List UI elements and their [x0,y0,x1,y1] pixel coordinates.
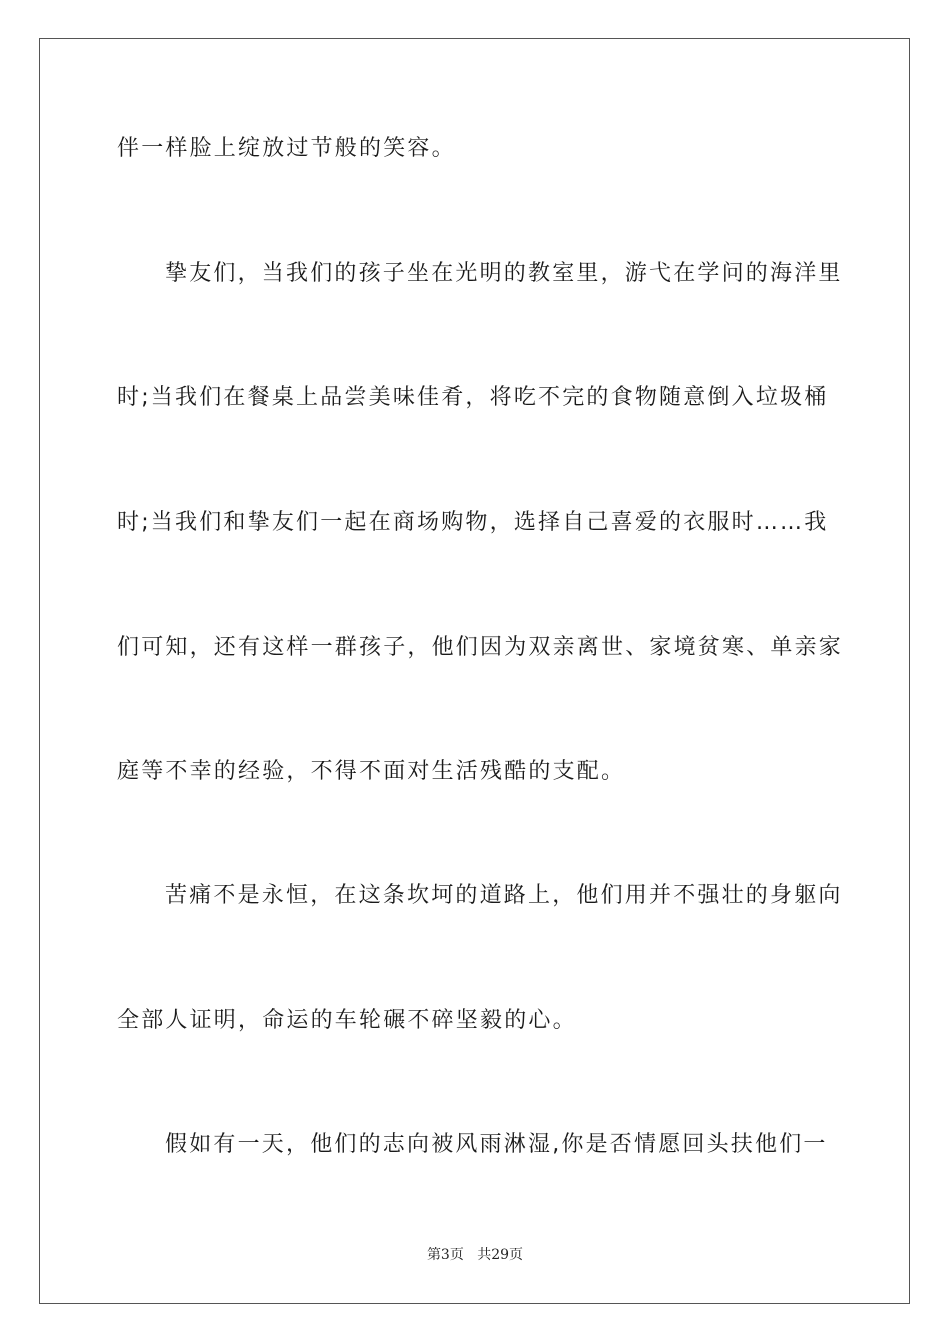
text-line: 全部人证明，命运的车轮碾不碎坚毅的心。 [117,1008,577,1033]
page-number: 第3页 [426,1247,464,1263]
text-line: 时;当我们在餐桌上品尝美味佳肴，将吃不完的食物随意倒入垃圾桶 [117,385,829,410]
text-line: 苦痛不是永恒，在这条坎坷的道路上，他们用并不强壮的身躯向 [165,883,843,908]
page-border [39,38,910,1304]
page-footer [0,1244,950,1264]
text-line: 们可知，还有这样一群孩子，他们因为双亲离世、家境贫寒、单亲家 [117,635,844,660]
page-total: 共29页 [477,1247,524,1263]
text-line: 时;当我们和挚友们一起在商场购物，选择自己喜爱的衣服时……我 [117,510,829,535]
text-line: 伴一样脸上绽放过节般的笑容。 [117,136,456,161]
text-line: 庭等不幸的经验，不得不面对生活残酷的支配。 [117,759,626,784]
text-line: 假如有一天，他们的志向被风雨淋湿,你是否情愿回头扶他们一 [165,1132,828,1157]
text-line: 挚友们，当我们的孩子坐在光明的教室里，游弋在学问的海洋里 [165,261,843,286]
